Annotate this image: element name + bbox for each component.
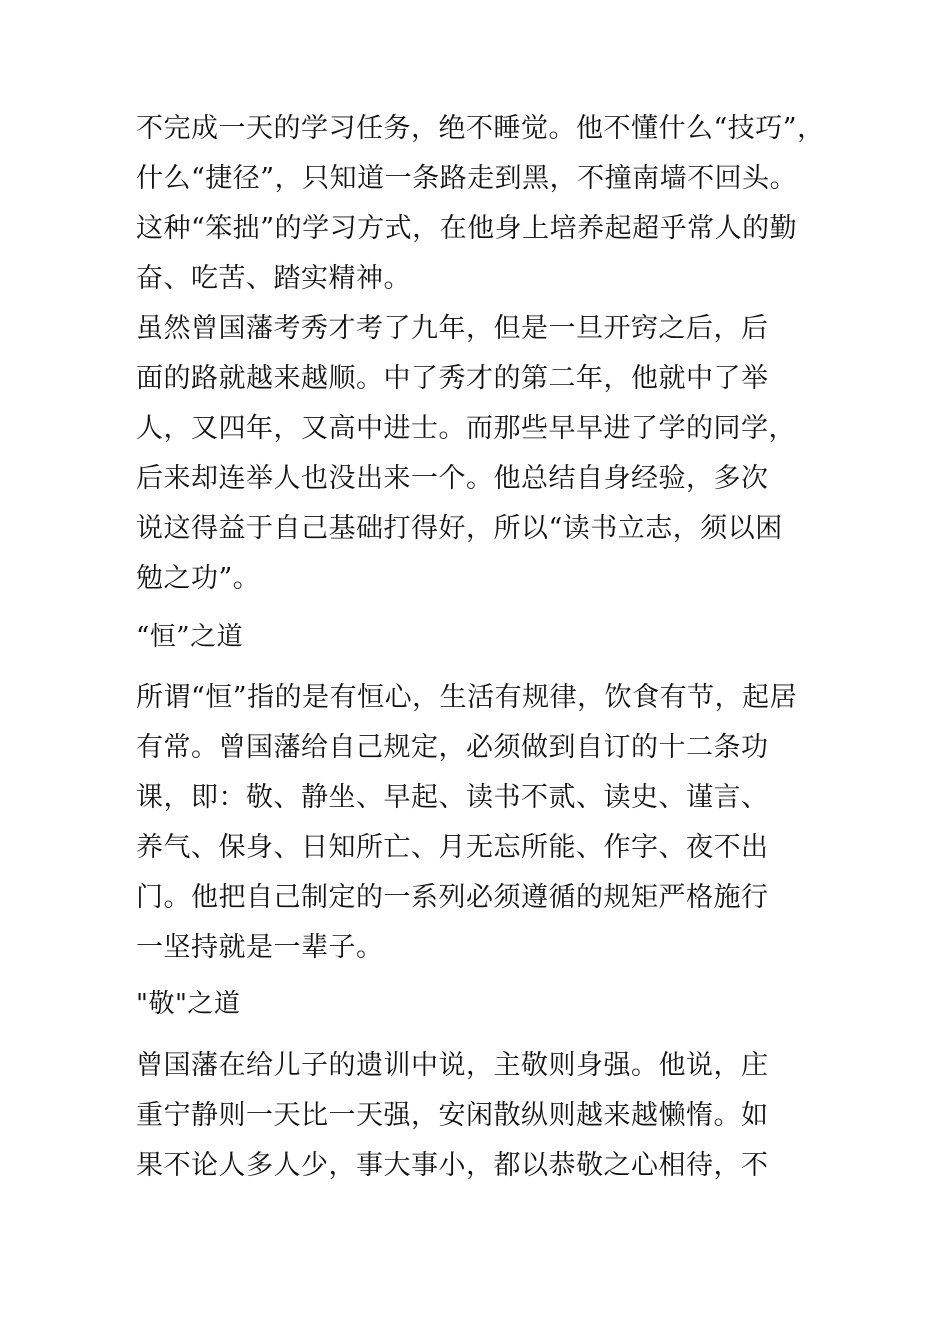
- text-line: 门。他把自己制定的一系列必须遵循的规矩严格施行: [136, 882, 769, 913]
- text-line: 虽然曾国藩考秀才考了九年，但是一旦开窍之后，后: [136, 313, 769, 344]
- text-line: 不完成一天的学习任务，绝不睡觉。他不懂什么“技巧”，: [136, 113, 825, 144]
- text-line: 后来却连举人也没出来一个。他总结自身经验，多次: [136, 463, 769, 494]
- text-line: 奋、吃苦、踏实精神。: [136, 263, 411, 294]
- text-line: 什么“捷径”，只知道一条路走到黑，不撞南墙不回头。: [136, 163, 798, 194]
- text-line: 这种“笨拙”的学习方式，在他身上培养起超乎常人的勤: [136, 213, 798, 244]
- text-line: 所谓“恒”指的是有恒心，生活有规律，饮食有节，起居: [136, 682, 798, 713]
- text-line: 面的路就越来越顺。中了秀才的第二年，他就中了举: [136, 363, 769, 394]
- text-line: 养气、保身、日知所亡、月无忘所能、作字、夜不出: [136, 832, 769, 863]
- text-line: 课，即：敬、静坐、早起、读书不贰、读史、谨言、: [136, 782, 769, 813]
- text-line: 勉之功”。: [136, 563, 261, 594]
- text-line: 曾国藩在给儿子的遗训中说，主敬则身强。他说，庄: [136, 1050, 769, 1081]
- section-heading-jing: "敬"之道: [136, 989, 241, 1019]
- text-line: 重宁静则一天比一天强，安闲散纵则越来越懒惰。如: [136, 1100, 769, 1131]
- text-line: 说这得益于自己基础打得好，所以“读书立志，须以困: [136, 513, 783, 544]
- text-line: 一坚持就是一辈子。: [136, 932, 384, 963]
- section-heading-heng: “恒”之道: [136, 622, 244, 652]
- text-line: 果不论人多人少，事大事小，都以恭敬之心相待，不: [136, 1150, 769, 1181]
- text-line: 人，又四年，又高中进士。而那些早早进了学的同学，: [136, 413, 796, 444]
- text-line: 有常。曾国藩给自己规定，必须做到自订的十二条功: [136, 732, 769, 763]
